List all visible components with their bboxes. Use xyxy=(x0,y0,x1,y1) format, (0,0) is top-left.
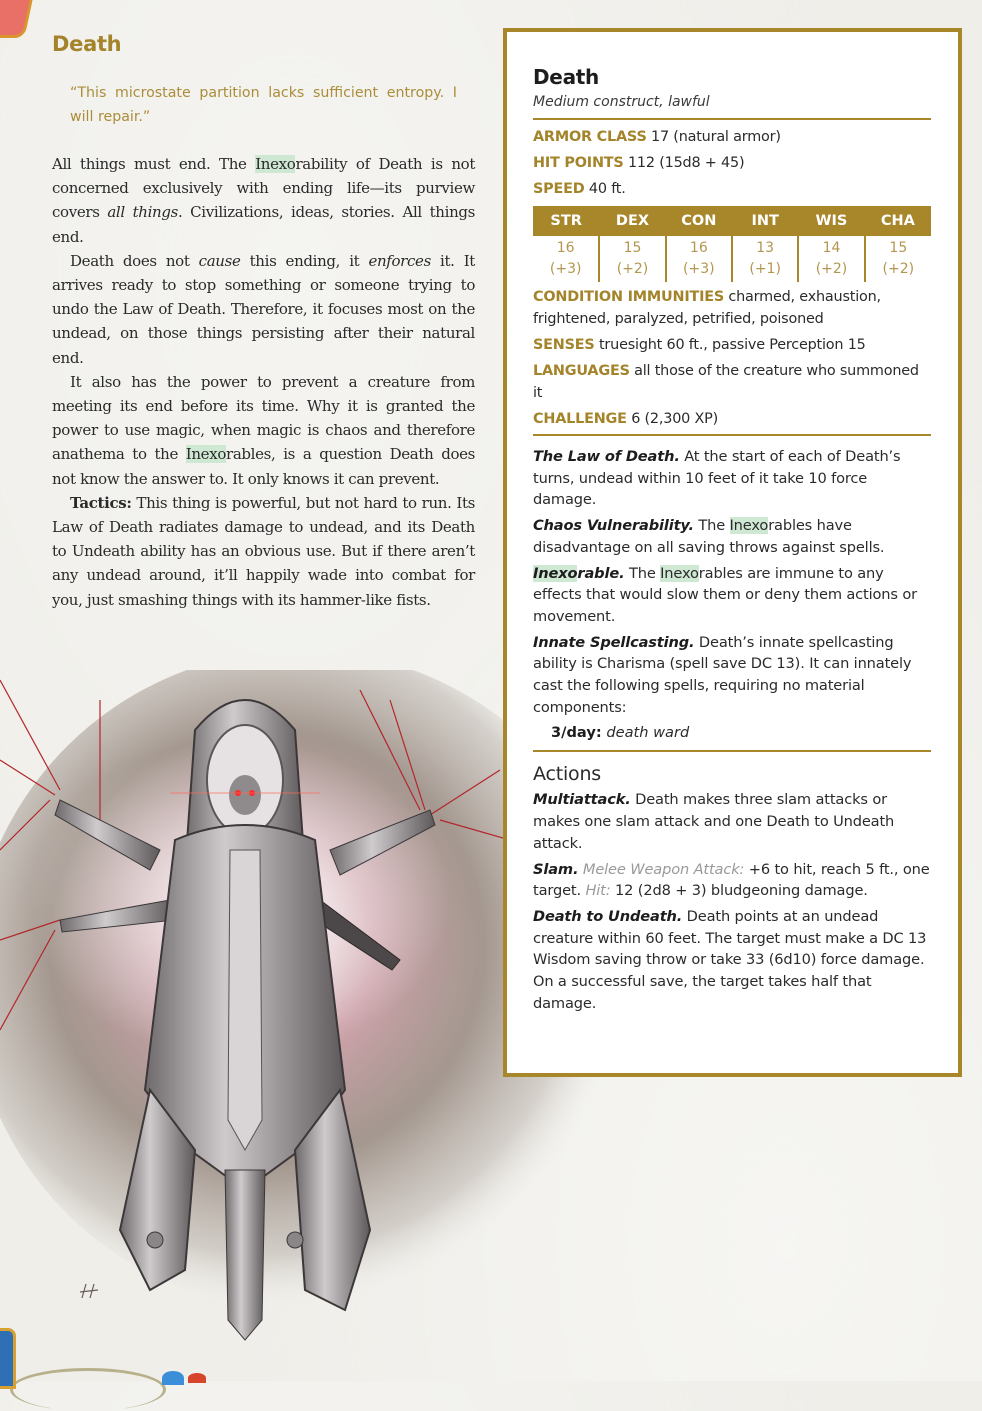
ability-header-wis: WIS xyxy=(798,206,864,236)
entry-name: Multiattack. xyxy=(533,791,631,809)
artist-signature xyxy=(80,1284,98,1298)
ability-score: 14 xyxy=(822,240,841,256)
text-run: enforces xyxy=(368,251,431,270)
ability-value-con xyxy=(666,236,732,282)
entry-name: Death to Undeath. xyxy=(533,907,683,925)
ability-modifier: (+2) xyxy=(616,261,649,277)
spell-list: 3/day: death ward xyxy=(551,724,690,742)
corner-ornament xyxy=(0,0,36,38)
divider xyxy=(533,118,931,120)
ability-modifier: (+2) xyxy=(882,261,915,277)
ability-value-wis xyxy=(798,236,864,282)
trait-entry xyxy=(533,446,931,511)
ability-header-cha: CHA xyxy=(865,206,931,236)
highlighted-text: Inexo xyxy=(533,564,578,582)
text-run: All things must end. The xyxy=(52,155,256,173)
text-run: 12 (2d8 + 3) bludgeoning damage. xyxy=(610,882,868,900)
text-run: rables, is a question Death does not know the answer to. It only knows it can prevent. xyxy=(52,445,476,488)
ability-header-con: CON xyxy=(666,206,732,236)
text-run: rability of Death is not concerned exclusively with ending life—its purview covers xyxy=(52,155,475,222)
action-entry xyxy=(533,906,931,1015)
ability-value-str xyxy=(533,236,599,282)
text-run: . Civilizations, ideas, stories. All things end. xyxy=(52,203,475,246)
ability-score: 15 xyxy=(623,240,642,256)
text-run: Death makes three slam attacks or makes one slam attack and one Death to Undeath attack. xyxy=(533,791,895,852)
entry-name: Chaos Vulnerability. xyxy=(533,517,694,535)
ability-header-int: INT xyxy=(732,206,798,236)
text-run: this ending, it xyxy=(240,251,369,270)
stat-block xyxy=(503,28,962,1077)
text-run: rables are immune to any effects that would slow them or deny them actions or movement. xyxy=(533,564,917,625)
actions-heading: Actions xyxy=(533,763,602,786)
action-entry xyxy=(533,789,931,854)
speed: SPEED 40 ft. xyxy=(533,181,626,197)
article-paragraph xyxy=(52,491,475,612)
text-run: it. It arrives ready to stop something or someone trying to undo the Law of Death. Therefore, it focuses most on the undead, on those things persisting after their natural end. xyxy=(52,251,475,367)
text-run: Tactics: xyxy=(70,493,132,512)
epigraph-quote: “This microstate partition lacks sufficient entropy. I will repair.” xyxy=(70,85,457,125)
hit-points: HIT POINTS 112 (15d8 + 45) xyxy=(533,155,745,171)
text-run: Melee Weapon Attack: xyxy=(582,860,745,878)
languages: LANGUAGES all those of the creature who summoned it xyxy=(533,363,919,401)
ability-modifier: (+1) xyxy=(749,261,781,277)
highlighted-text: Inexo xyxy=(660,564,699,582)
highlighted-text: Inexo xyxy=(255,155,296,173)
ability-value-int xyxy=(732,236,798,282)
traits-list xyxy=(533,446,931,718)
challenge: CHALLENGE 6 (2,300 XP) xyxy=(533,411,719,427)
ability-scores-table xyxy=(533,206,931,282)
text-run: At the start of each of Death’s turns, undead within 10 feet of it take 10 force damage. xyxy=(533,448,901,509)
ability-score: 13 xyxy=(756,240,775,256)
divider xyxy=(533,750,931,752)
article-paragraph xyxy=(52,152,475,249)
ability-header-dex: DEX xyxy=(599,206,665,236)
article-paragraph xyxy=(52,370,475,491)
text-run: all things xyxy=(107,203,178,222)
text-run: Death does not xyxy=(70,251,199,270)
text-run: Hit: xyxy=(585,882,611,900)
ability-modifier: (+3) xyxy=(683,261,715,277)
divider xyxy=(533,434,931,436)
text-run: Death points at an undead creature within 60 feet. The target must make a DC 13 Wisdom saving throw or take 33 (6d10) force damage. On a successful save, the target takes half that damage. xyxy=(533,907,927,1012)
trait-entry xyxy=(533,632,931,719)
text-run: The xyxy=(624,564,661,582)
trait-entry xyxy=(533,563,931,628)
text-run: rables have disadvantage on all saving throws against spells. xyxy=(533,517,885,556)
entry-name: Slam. xyxy=(533,860,579,878)
creature-name: Death xyxy=(533,65,599,89)
ability-modifier: (+3) xyxy=(549,261,582,277)
actions-list xyxy=(533,789,931,1014)
entry-name: rable. xyxy=(577,564,625,582)
text-run: This thing is powerful, but not hard to run. Its Law of Death radiates damage to undead, and its Death to Undeath ability has an obvious use. But if there aren’t any undead around, it’ll happily wade into combat for you, just smashing things with its hammer-like fists. xyxy=(52,493,475,609)
entry-name: The Law of Death. xyxy=(533,448,680,465)
text-run: The xyxy=(693,517,730,535)
text-run: It also has the power to prevent a creature from meeting its end before its time. Why it is granted the power to use magic, when magic is chaos and therefore anathema to the xyxy=(52,372,475,464)
entry-name: Innate Spellcasting. xyxy=(533,633,695,651)
article-title: Death xyxy=(52,32,122,56)
text-run: +6 to hit, reach 5 ft., one target. xyxy=(533,860,930,900)
highlighted-text: Inexo xyxy=(185,445,227,464)
bottom-corner-ornament xyxy=(0,1321,260,1381)
ability-value-cha xyxy=(865,236,931,282)
ability-score: 16 xyxy=(556,240,575,256)
article-body xyxy=(52,152,475,612)
ability-score: 15 xyxy=(889,240,908,256)
article-column xyxy=(52,28,475,612)
senses: SENSES truesight 60 ft., passive Perception 15 xyxy=(533,337,866,353)
condition-immunities: CONDITION IMMUNITIES charmed, exhaustion, frightened, paralyzed, petrified, poisoned xyxy=(533,289,881,327)
armor-class: ARMOR CLASS 17 (natural armor) xyxy=(533,129,781,145)
text-run: Death’s innate spellcasting ability is Charisma (spell save DC 13). It can innately cast the following spells, requiring no material components: xyxy=(533,633,912,716)
highlighted-text: Inexo xyxy=(729,517,769,535)
creature-type: Medium construct, lawful xyxy=(533,94,710,110)
action-entry xyxy=(533,859,931,902)
text-run: cause xyxy=(198,251,241,270)
ability-modifier: (+2) xyxy=(815,261,848,277)
ability-score: 16 xyxy=(689,240,708,256)
article-paragraph xyxy=(52,249,475,370)
ability-value-dex xyxy=(599,236,665,282)
ability-header-str: STR xyxy=(533,206,599,236)
trait-entry xyxy=(533,515,931,558)
